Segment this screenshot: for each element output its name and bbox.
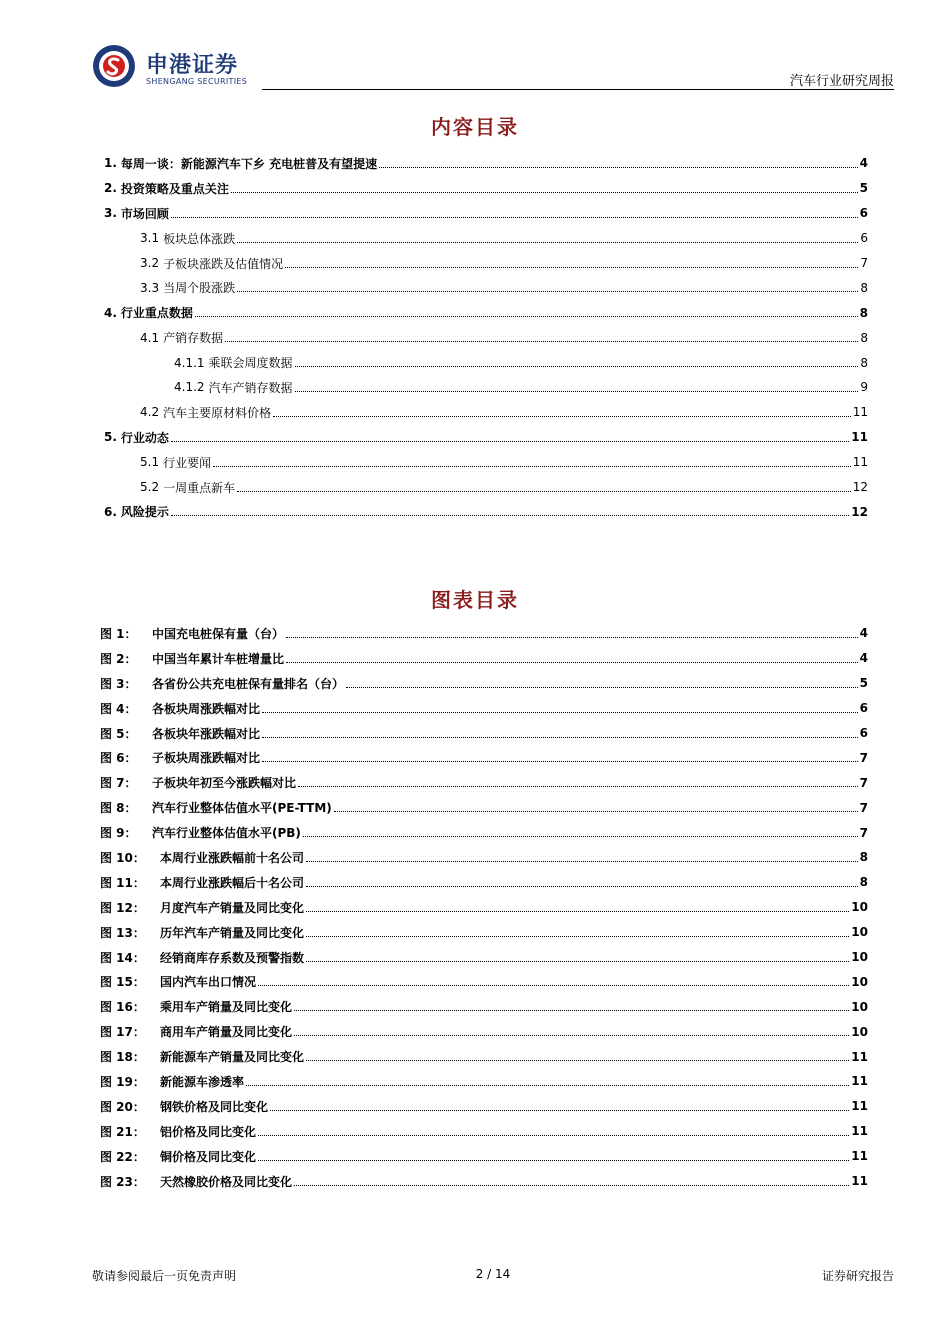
entry-number: 4.: [104, 305, 117, 320]
toc-entry[interactable]: [104, 151, 868, 176]
dot-leader: [262, 761, 858, 762]
entry-page: 7: [859, 800, 868, 815]
footer-doc-type: 证券研究报告: [821, 1269, 894, 1283]
page-header: [92, 44, 894, 90]
entry-number: 4.1.1: [174, 355, 205, 370]
figure-entry[interactable]: [100, 1019, 868, 1044]
entry-label: 板块总体涨跌: [163, 231, 236, 246]
figure-entry[interactable]: [100, 621, 868, 646]
figure-entry[interactable]: [100, 721, 868, 746]
dot-leader: [379, 167, 858, 168]
entry-label: 子板块周涨跌幅对比: [152, 751, 261, 766]
entry-number: 图 1：: [100, 626, 137, 641]
entry-page: 8: [859, 305, 868, 320]
entry-page: 7: [859, 825, 868, 840]
entry-number: 图 16：: [100, 1000, 145, 1015]
toc-entry[interactable]: [104, 350, 868, 375]
entry-page: 8: [860, 330, 868, 345]
dot-leader: [346, 687, 858, 688]
entry-page: 11: [851, 1074, 868, 1089]
entry-page: 10: [851, 999, 868, 1014]
entry-label: 各板块年涨跌幅对比: [152, 726, 261, 741]
dot-leader: [237, 491, 851, 492]
entry-page: 6: [859, 701, 868, 716]
dot-leader: [298, 786, 858, 787]
dot-leader: [306, 961, 849, 962]
entry-page: 8: [860, 280, 868, 295]
toc-entry[interactable]: [104, 325, 868, 350]
dot-leader: [237, 242, 858, 243]
dot-leader: [246, 1085, 849, 1086]
entry-label: 当周个股涨跌: [163, 281, 236, 296]
report-type: 汽车行业研究周报: [789, 74, 894, 89]
entry-page: 11: [851, 1149, 868, 1164]
toc-entry[interactable]: [104, 176, 868, 201]
entry-label: 铜价格及同比变化: [160, 1149, 257, 1164]
entry-number: 3.: [104, 206, 117, 221]
figure-entry[interactable]: [100, 745, 868, 770]
entry-page: 10: [851, 974, 868, 989]
toc-entry[interactable]: [104, 201, 868, 226]
entry-number: 图 8：: [100, 801, 137, 816]
entry-page: 8: [860, 355, 868, 370]
entry-label: 新能源车渗透率: [160, 1074, 245, 1089]
entry-number: 5.2: [140, 480, 160, 495]
figure-entry[interactable]: [100, 646, 868, 671]
entry-label: 产销存数据: [163, 331, 224, 346]
entry-page: 7: [859, 775, 868, 790]
entry-label: 子板块涨跌及估值情况: [163, 256, 284, 271]
toc-title: 内容目录: [431, 115, 519, 139]
dot-leader: [262, 712, 858, 713]
entry-number: 图 22：: [100, 1149, 145, 1164]
figure-entry[interactable]: [100, 920, 868, 945]
figure-entry[interactable]: [100, 696, 868, 721]
figure-entry[interactable]: [100, 671, 868, 696]
header-divider: [262, 89, 894, 90]
entry-number: 图 13：: [100, 925, 145, 940]
dot-leader: [306, 1060, 849, 1061]
entry-label: 汽车主要原材料价格: [163, 405, 272, 420]
entry-label: 新能源车产销量及同比变化: [160, 1050, 305, 1065]
figure-entry[interactable]: [100, 1094, 868, 1119]
dot-leader: [258, 985, 849, 986]
entry-page: 10: [851, 1024, 868, 1039]
entry-page: 11: [851, 1174, 868, 1189]
entry-label: 行业要闻: [163, 455, 212, 470]
entry-page: 6: [859, 206, 868, 221]
dot-leader: [295, 366, 859, 367]
entry-number: 图 20：: [100, 1099, 145, 1114]
toc-entry[interactable]: [104, 450, 868, 475]
figures-list: [100, 621, 868, 1193]
entry-label: 历年汽车产销量及同比变化: [160, 925, 305, 940]
entry-page: 12: [851, 504, 868, 519]
entry-number: 图 14：: [100, 950, 145, 965]
figure-entry[interactable]: [100, 870, 868, 895]
entry-number: 1.: [104, 156, 117, 171]
entry-page: 10: [851, 950, 868, 965]
logo-text-cn: 申港证券: [146, 53, 239, 78]
dot-leader: [306, 886, 858, 887]
entry-label: 乘联会周度数据: [208, 356, 293, 371]
entry-number: 4.2: [140, 405, 160, 420]
dot-leader: [262, 737, 858, 738]
dot-leader: [273, 416, 851, 417]
figure-entry[interactable]: [100, 969, 868, 994]
logo-text-en: SHENGANG SECURITIES: [146, 77, 248, 86]
dot-leader: [171, 441, 849, 442]
entry-page: 11: [851, 1099, 868, 1114]
dot-leader: [306, 861, 858, 862]
toc-entry[interactable]: [104, 425, 868, 450]
entry-label: 铝价格及同比变化: [160, 1124, 257, 1139]
entry-label: 行业重点数据: [120, 306, 193, 321]
dot-leader: [195, 316, 858, 317]
toc-entry[interactable]: [104, 400, 868, 425]
entry-label: 本周行业涨跌幅后十名公司: [160, 875, 305, 890]
dot-leader: [294, 1035, 849, 1036]
entry-number: 4.1.2: [174, 380, 205, 395]
figure-entry[interactable]: [100, 1119, 868, 1144]
figure-entry[interactable]: [100, 1169, 868, 1194]
dot-leader: [213, 466, 851, 467]
dot-leader: [306, 936, 849, 937]
entry-number: 5.1: [140, 455, 160, 470]
entry-label: 商用车产销量及同比变化: [160, 1025, 293, 1040]
toc-list: [104, 151, 868, 524]
entry-label: 投资策略及重点关注: [120, 181, 229, 196]
entry-number: 2.: [104, 181, 117, 196]
dot-leader: [285, 267, 858, 268]
entry-label: 天然橡胶价格及同比变化: [160, 1174, 293, 1189]
entry-number: 3.3: [140, 280, 160, 295]
entry-page: 11: [852, 455, 868, 470]
entry-number: 5.: [104, 430, 117, 445]
entry-number: 图 11：: [100, 875, 145, 890]
figure-entry[interactable]: [100, 845, 868, 870]
dot-leader: [171, 515, 849, 516]
entry-number: 图 6：: [100, 751, 137, 766]
entry-number: 图 17：: [100, 1025, 145, 1040]
entry-number: 图 4：: [100, 701, 137, 716]
toc-entry[interactable]: [104, 375, 868, 400]
figure-entry[interactable]: [100, 1044, 868, 1069]
dot-leader: [286, 637, 858, 638]
entry-label: 子板块年初至今涨跌幅对比: [152, 776, 297, 791]
dot-leader: [306, 911, 849, 912]
figure-entry[interactable]: [100, 770, 868, 795]
entry-page: 10: [851, 925, 868, 940]
toc-entry[interactable]: [104, 499, 868, 524]
figure-entry[interactable]: [100, 1069, 868, 1094]
entry-label: 各板块周涨跌幅对比: [152, 701, 261, 716]
entry-label: 经销商库存系数及预警指数: [160, 950, 305, 965]
entry-number: 4.1: [140, 330, 160, 345]
entry-label: 汽车产销存数据: [208, 380, 293, 395]
entry-number: 图 9：: [100, 826, 137, 841]
entry-label: 本周行业涨跌幅前十名公司: [160, 850, 305, 865]
footer-page-indicator: 2 / 14: [475, 1267, 511, 1281]
entry-label: 各省份公共充电桩保有量排名（台）: [152, 676, 345, 691]
entry-number: 图 10：: [100, 850, 145, 865]
entry-label: 一周重点新车: [163, 480, 236, 495]
dot-leader: [171, 217, 858, 218]
entry-page: 11: [851, 1049, 868, 1064]
entry-page: 7: [860, 256, 868, 270]
dot-leader: [231, 192, 858, 193]
entry-number: 图 23：: [100, 1174, 145, 1189]
entry-page: 4: [859, 156, 868, 171]
entry-number: 图 5：: [100, 726, 137, 741]
entry-number: 图 19：: [100, 1074, 145, 1089]
toc-entry[interactable]: [104, 300, 868, 325]
dot-leader: [334, 811, 858, 812]
entry-page: 12: [852, 480, 868, 495]
entry-page: 11: [851, 1124, 868, 1139]
entry-number: 3.2: [140, 256, 160, 270]
entry-page: 4: [859, 651, 868, 666]
toc-entry[interactable]: [104, 251, 868, 276]
figure-entry[interactable]: [100, 895, 868, 920]
entry-label: 钢铁价格及同比变化: [160, 1099, 269, 1114]
entry-page: 6: [859, 726, 868, 740]
dot-leader: [295, 391, 859, 392]
entry-page: 11: [852, 405, 868, 420]
figures-title: 图表目录: [431, 588, 519, 612]
entry-label: 中国当年累计车桩增量比: [152, 651, 285, 666]
entry-page: 5: [859, 676, 868, 691]
figure-entry[interactable]: [100, 994, 868, 1019]
dot-leader: [258, 1135, 849, 1136]
figure-entry[interactable]: [100, 1144, 868, 1169]
entry-page: 8: [859, 850, 868, 865]
entry-label: 汽车行业整体估值水平(PB): [152, 826, 301, 841]
entry-page: 5: [859, 181, 868, 196]
figure-entry[interactable]: [100, 820, 868, 845]
entry-label: 风险提示: [120, 505, 169, 520]
dot-leader: [286, 662, 858, 663]
entry-label: 乘用车产销量及同比变化: [160, 1000, 293, 1015]
dot-leader: [294, 1185, 849, 1186]
entry-label: 每周一谈：新能源汽车下乡 充电桩普及有望提速: [120, 156, 378, 171]
dot-leader: [303, 836, 858, 837]
toc-entry[interactable]: [104, 275, 868, 300]
entry-number: 图 3：: [100, 676, 137, 691]
entry-number: 图 7：: [100, 776, 137, 791]
entry-page: 7: [859, 750, 868, 765]
entry-label: 中国充电桩保有量（台）: [152, 626, 285, 641]
entry-number: 图 18：: [100, 1050, 145, 1065]
entry-label: 市场回顾: [120, 206, 169, 221]
entry-number: 图 2：: [100, 651, 137, 666]
entry-label: 国内汽车出口情况: [160, 975, 257, 990]
dot-leader: [294, 1010, 849, 1011]
toc-entry[interactable]: [104, 475, 868, 500]
entry-number: 图 12：: [100, 900, 145, 915]
shengang-logo-icon: [92, 44, 136, 88]
dot-leader: [225, 341, 858, 342]
entry-label: 月度汽车产销量及同比变化: [160, 900, 305, 915]
entry-number: 6.: [104, 504, 117, 519]
figure-entry[interactable]: [100, 945, 868, 970]
dot-leader: [270, 1110, 849, 1111]
dot-leader: [237, 291, 858, 292]
toc-entry[interactable]: [104, 226, 868, 251]
entry-page: 4: [859, 626, 868, 641]
footer-disclaimer: 敬请参阅最后一页免责声明: [92, 1269, 237, 1283]
entry-page: 6: [860, 231, 868, 246]
entry-page: 9: [860, 380, 868, 395]
entry-page: 8: [859, 875, 868, 890]
dot-leader: [258, 1160, 849, 1161]
entry-page: 10: [851, 900, 868, 915]
entry-label: 汽车行业整体估值水平(PE-TTM): [152, 801, 332, 816]
entry-page: 11: [851, 430, 868, 445]
entry-label: 行业动态: [120, 430, 169, 445]
entry-number: 图 15：: [100, 975, 145, 990]
entry-number: 3.1: [140, 231, 160, 246]
entry-number: 图 21：: [100, 1124, 145, 1139]
figure-entry[interactable]: [100, 795, 868, 820]
